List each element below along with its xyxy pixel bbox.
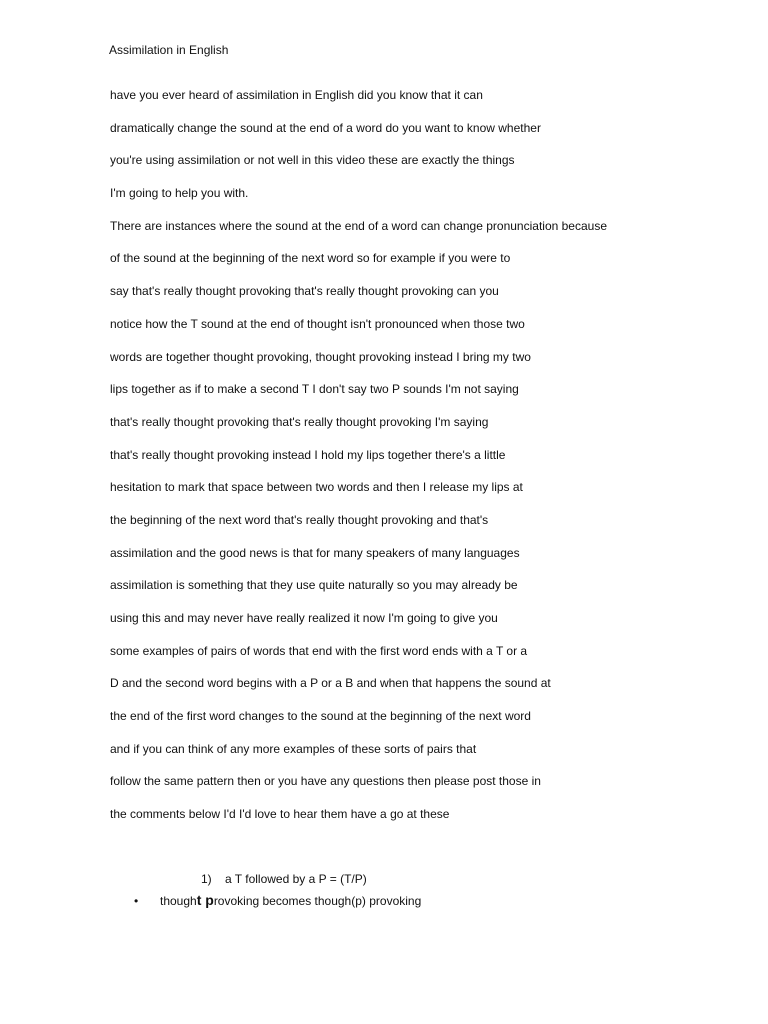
text-line: words are together thought provoking, thought provoking instead I bring my two	[110, 349, 531, 364]
text-line: say that's really thought provoking that's really thought provoking can you	[110, 284, 499, 299]
text-line: some examples of pairs of words that end with the first word ends with a T or a	[110, 643, 528, 658]
text-line: There are instances where the sound at the end of a word can change pronunciation because	[110, 218, 607, 233]
text-line: the end of the first word changes to the sound at the beginning of the next word	[110, 709, 531, 724]
text-line: the comments below I'd I'd love to hear them have a go at these	[110, 807, 450, 822]
bullet-emphasis: t p	[196, 892, 214, 908]
document-title: Assimilation in English	[109, 43, 229, 57]
text-line: lips together as if to make a second T I don't say two P sounds I'm not saying	[110, 382, 519, 397]
text-line: and if you can think of any more examples of these sorts of pairs that	[110, 741, 477, 756]
bullet-icon: •	[134, 894, 139, 908]
list-item-text: a T followed by a P = (T/P)	[225, 872, 367, 886]
text-line: follow the same pattern then or you have any questions then please post those in	[110, 774, 541, 789]
text-line: assimilation and the good news is that for many speakers of many languages	[110, 545, 520, 560]
bullet-list-item	[134, 892, 421, 909]
list-number: 1)	[201, 872, 212, 886]
body-text	[110, 87, 670, 839]
text-line: hesitation to mark that space between two words and then I release my lips at	[110, 480, 523, 495]
text-line: D and the second word begins with a P or a B and when that happens the sound at	[110, 676, 551, 691]
text-line: that's really thought provoking instead I hold my lips together there's a little	[110, 447, 506, 462]
text-line: assimilation is something that they use quite naturally so you may already be	[110, 578, 518, 593]
text-line: I'm going to help you with.	[110, 186, 249, 201]
text-line: notice how the T sound at the end of thought isn't pronounced when those two	[110, 316, 525, 331]
numbered-list-item	[201, 871, 367, 887]
text-line: have you ever heard of assimilation in English did you know that it can	[110, 88, 483, 102]
text-line: you're using assimilation or not well in this video these are exactly the things	[110, 153, 515, 168]
text-line: the beginning of the next word that's really thought provoking and that's	[110, 512, 489, 527]
text-line: of the sound at the beginning of the next word so for example if you were to	[110, 251, 511, 266]
text-line: that's really thought provoking that's really thought provoking I'm saying	[110, 414, 489, 429]
text-line: using this and may never have really realized it now I'm going to give you	[110, 611, 498, 625]
bullet-text-before: though	[160, 894, 197, 908]
bullet-text-after: rovoking becomes though(p) provoking	[213, 894, 422, 908]
text-line: dramatically change the sound at the end of a word do you want to know whether	[110, 120, 541, 135]
